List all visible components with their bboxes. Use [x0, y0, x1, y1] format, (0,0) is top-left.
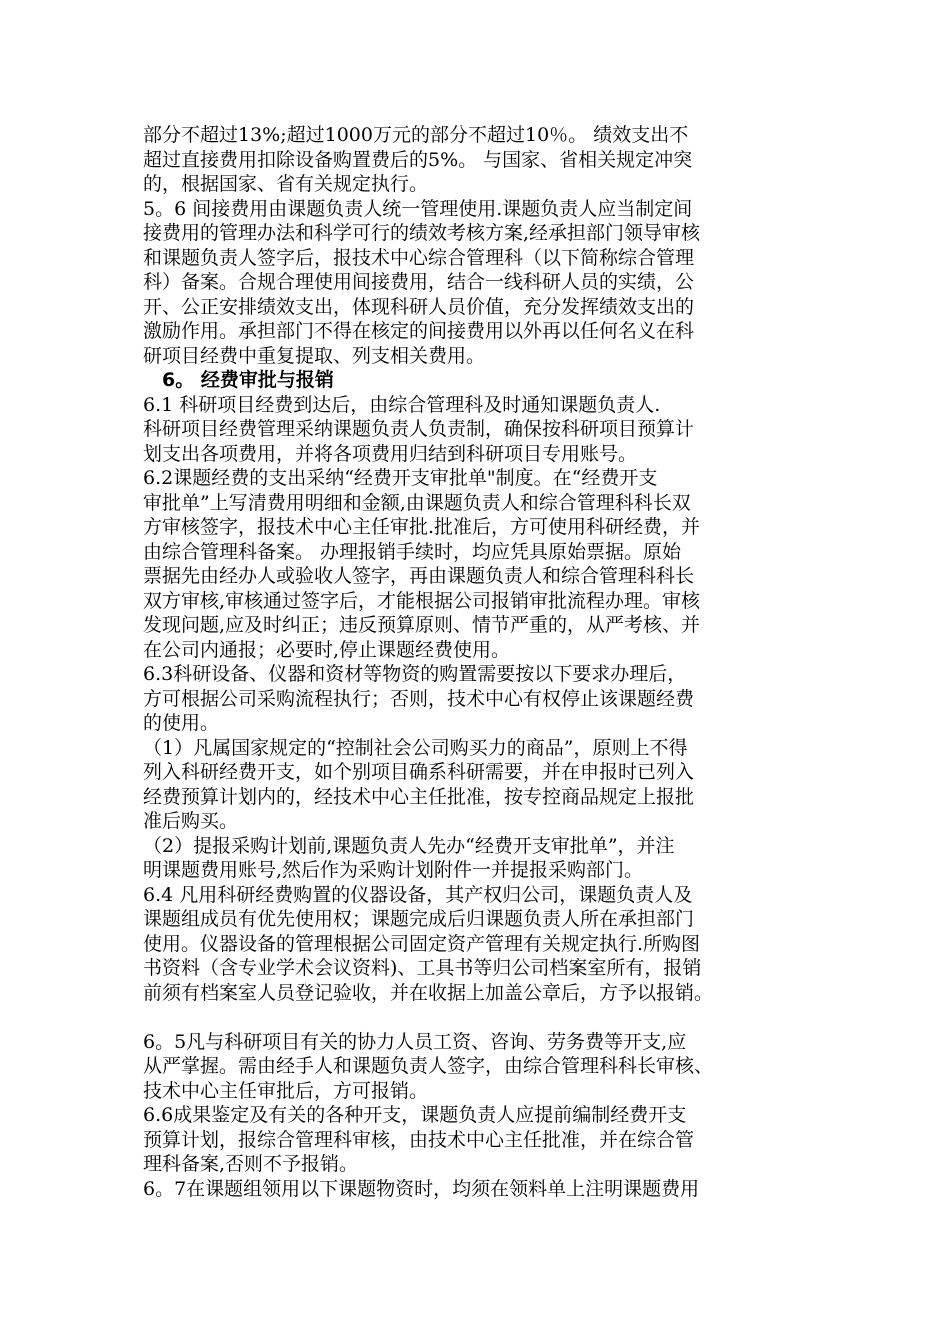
text-line: 书资料（含专业学术会议资料)、工具书等归公司档案室所有，报销: [143, 957, 702, 979]
text-line: 6.2课题经费的支出采纳“经费开支审批单"制度。在“经费开支: [143, 467, 658, 489]
text-line: 双方审核,审核通过签字后，才能根据公司报销审批流程办理。审核: [143, 589, 701, 612]
text-line: 在公司内通报；必要时,停止课题经费使用。: [143, 638, 511, 661]
text-line: 列入科研经费开支，如个别项目确系科研需要，并在申报时已列入: [143, 761, 695, 783]
text-line: 准后购买。: [143, 810, 239, 832]
text-line: 技术中心主任审批后，方可报销。: [143, 1079, 429, 1102]
text-line: 超过直接费用扣除设备购置费后的5%。 与国家、省相关规定冲突: [143, 148, 693, 171]
section-heading: 6。 经费审批与报销: [162, 369, 334, 391]
text-line: 科研项目经费管理采纳课题负责人负责制，确保按科研项目预算计: [143, 418, 695, 440]
text-line: 研项目经费中重复提取、列支相关费用。: [143, 344, 486, 367]
text-line: 使用。仪器设备的管理根据公司固定资产管理有关规定执行.所购图: [143, 932, 701, 955]
text-line: 6.4 凡用科研经费购置的仪器设备，其产权归公司，课题负责人及: [143, 883, 693, 906]
text-line: 6.1 科研项目经费到达后，由综合管理科及时通知课题负责人.: [143, 393, 661, 416]
text-line: 从严掌握。需由经手人和课题负责人签字，由综合管理科科长审核、: [143, 1055, 714, 1077]
text-line: 预算计划，报综合管理科审核，由技术中心主任批准，并在综合管: [143, 1128, 695, 1151]
text-line: 的，根据国家、省有关规定执行。: [143, 173, 429, 195]
text-line: 划支出各项费用，并将各项费用归结到科研项目专用账号。: [143, 442, 638, 465]
text-line: 6。5凡与科研项目有关的协力人员工资、咨询、劳务费等开支,应: [143, 1030, 687, 1053]
text-line: 6。7在课题组领用以下课题物资时，均须在领料单上注明课题费用: [143, 1177, 700, 1200]
text-line: 6.6成果鉴定及有关的各种开支，课题负责人应提前编制经费开支: [143, 1104, 687, 1126]
text-line: 课题组成员有优先使用权；课题完成后归课题负责人所在承担部门: [143, 908, 695, 930]
blank-line: [143, 1005, 813, 1030]
text-line: 审批单”上写清费用明细和金额,由课题负责人和综合管理科科长双: [143, 491, 691, 514]
text-line: 方审核签字，报技术中心主任审批.批准后，方可使用科研经费，并: [143, 516, 701, 538]
text-line: 方可根据公司采购流程执行；否则，技术中心有权停止该课题经费: [143, 687, 695, 710]
text-line: 和课题负责人签字后，报技术中心综合管理科（以下简称综合管理: [143, 246, 695, 269]
text-line: 科）备案。合规合理使用间接费用，结合一线科研人员的实绩，公: [143, 271, 695, 293]
text-line: 激励作用。承担部门不得在核定的间接费用以外再以任何名义在科: [143, 320, 695, 342]
text-line: 部分不超过13%;超过1000万元的部分不超过10％。 绩效支出不: [143, 124, 689, 146]
text-line: 前须有档案室人员登记验收，并在收据上加盖公章后，方予以报销。: [143, 981, 714, 1004]
text-line: 理科备案,否则不予报销。: [143, 1153, 359, 1175]
document-body: [143, 123, 813, 1201]
text-line: 5。6 间接费用由课题负责人统一管理使用.课题负责人应当制定间: [143, 197, 693, 220]
text-line: 开、公正安排绩效支出，体现科研人员价值，充分发挥绩效支出的: [143, 295, 695, 318]
text-line: 的使用。: [143, 712, 220, 734]
text-line: （1）凡属国家规定的“控制社会公司购买力的商品”，原则上不得: [143, 736, 688, 759]
text-line: 发现问题,应及时纠正；违反预算原则、情节严重的，从严考核、并: [143, 614, 701, 636]
text-line: 票据先由经办人或验收人签字，再由课题负责人和综合管理科科长: [143, 565, 695, 587]
text-line: 明课题费用账号,然后作为采购计划附件一并提报采购部门。: [143, 859, 644, 881]
text-line: （2）提报采购计划前,课题负责人先办“经费开支审批单”，并注: [143, 834, 675, 857]
text-line: 接费用的管理办法和科学可行的绩效考核方案,经承担部门领导审核: [143, 222, 701, 244]
text-line: 由综合管理科备案。 办理报销手续时，均应凭具原始票据。原始: [143, 540, 682, 563]
text-line: 6.3科研设备、仪器和资材等物资的购置需要按以下要求办理后，: [143, 663, 687, 685]
text-line: 经费预算计划内的，经技术中心主任批准，按专控商品规定上报批: [143, 785, 695, 808]
